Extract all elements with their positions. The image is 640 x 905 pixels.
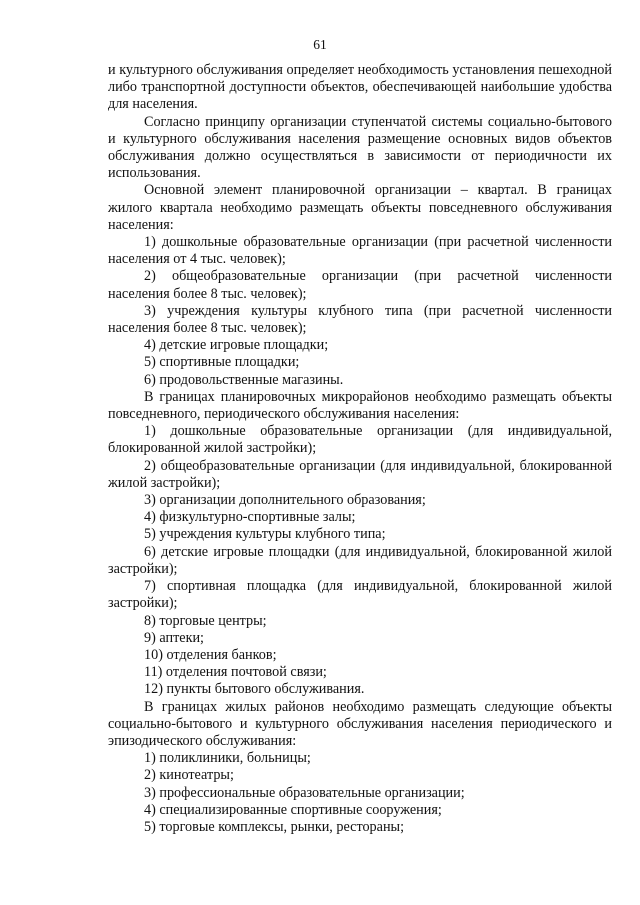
list-item: 8) торговые центры; (144, 612, 267, 629)
list-item: 10) отделения банков; (144, 646, 277, 663)
list-item: 2) общеобразовательные организации (при расчетной численности населения более 8 тыс. человек); (108, 268, 612, 302)
list-item: 11) отделения почтовой связи; (144, 664, 327, 681)
list-item: 3) учреждения культуры клубного типа (при расчетной численности населения более 8 тыс. человек); (108, 302, 612, 337)
list-item: 9) аптеки; (144, 629, 204, 646)
list-item: 7) спортивная площадка (для индивидуальной, блокированной жилой застройки); (108, 578, 612, 612)
list-item: 5) спортивные площадки; (144, 354, 300, 371)
list-item: 3) организации дополнительного образования; (144, 492, 426, 509)
paragraph: и культурного обслуживания определяет необходимость установления пешеходной либо транспортной доступности объектов, обеспечивающей наибольшие удобства для населения. (108, 62, 612, 113)
list-item: 5) торговые комплексы, рынки, рестораны; (144, 818, 405, 835)
list-item: 2) общеобразовательные организации (для индивидуальной, блокированной жилой застройки); (108, 457, 612, 491)
list-item: 1) дошкольные образовательные организации (при расчетной численности населения от 4 тыс. человек); (108, 234, 612, 268)
list-item: 6) продовольственные магазины. (144, 371, 344, 388)
list-item: 6) детские игровые площадки (для индивидуальной, блокированной жилой застройки); (108, 543, 612, 577)
list-item: 4) физкультурно-спортивные залы; (144, 509, 356, 526)
list-item: 5) учреждения культуры клубного типа; (144, 526, 386, 543)
list-item: 3) профессиональные образовательные организации; (144, 784, 465, 801)
list-item: 1) поликлиники, больницы; (144, 750, 311, 767)
list-item: 2) кинотеатры; (144, 767, 234, 784)
list-item: 4) специализированные спортивные сооружения; (144, 801, 442, 818)
paragraph: В границах жилых районов необходимо размещать следующие объекты социально-бытового и культурного обслуживания населения периодического и эпизодического обслуживания: (108, 698, 612, 749)
paragraph: В границах планировочных микрорайонов необходимо размещать объекты повседневного, периодического обслуживания населения: (108, 388, 612, 423)
list-item: 1) дошкольные образовательные организации (для индивидуальной, блокированной жилой застройки); (108, 423, 612, 457)
list-item: 12) пункты бытового обслуживания. (144, 681, 365, 698)
paragraph: Основной элемент планировочной организации – квартал. В границах жилого квартала необходимо размещать объекты повседневного обслуживания населения: (108, 182, 612, 233)
body-text (108, 62, 612, 836)
page-number: 61 (313, 37, 327, 52)
list-item: 4) детские игровые площадки; (144, 337, 329, 354)
paragraph: Согласно принципу организации ступенчатой системы социально-бытового и культурного обслуживания населения размещение основных видов объектов обслуживания должно осуществляться в зависимости от периодичности их использования. (108, 113, 612, 182)
